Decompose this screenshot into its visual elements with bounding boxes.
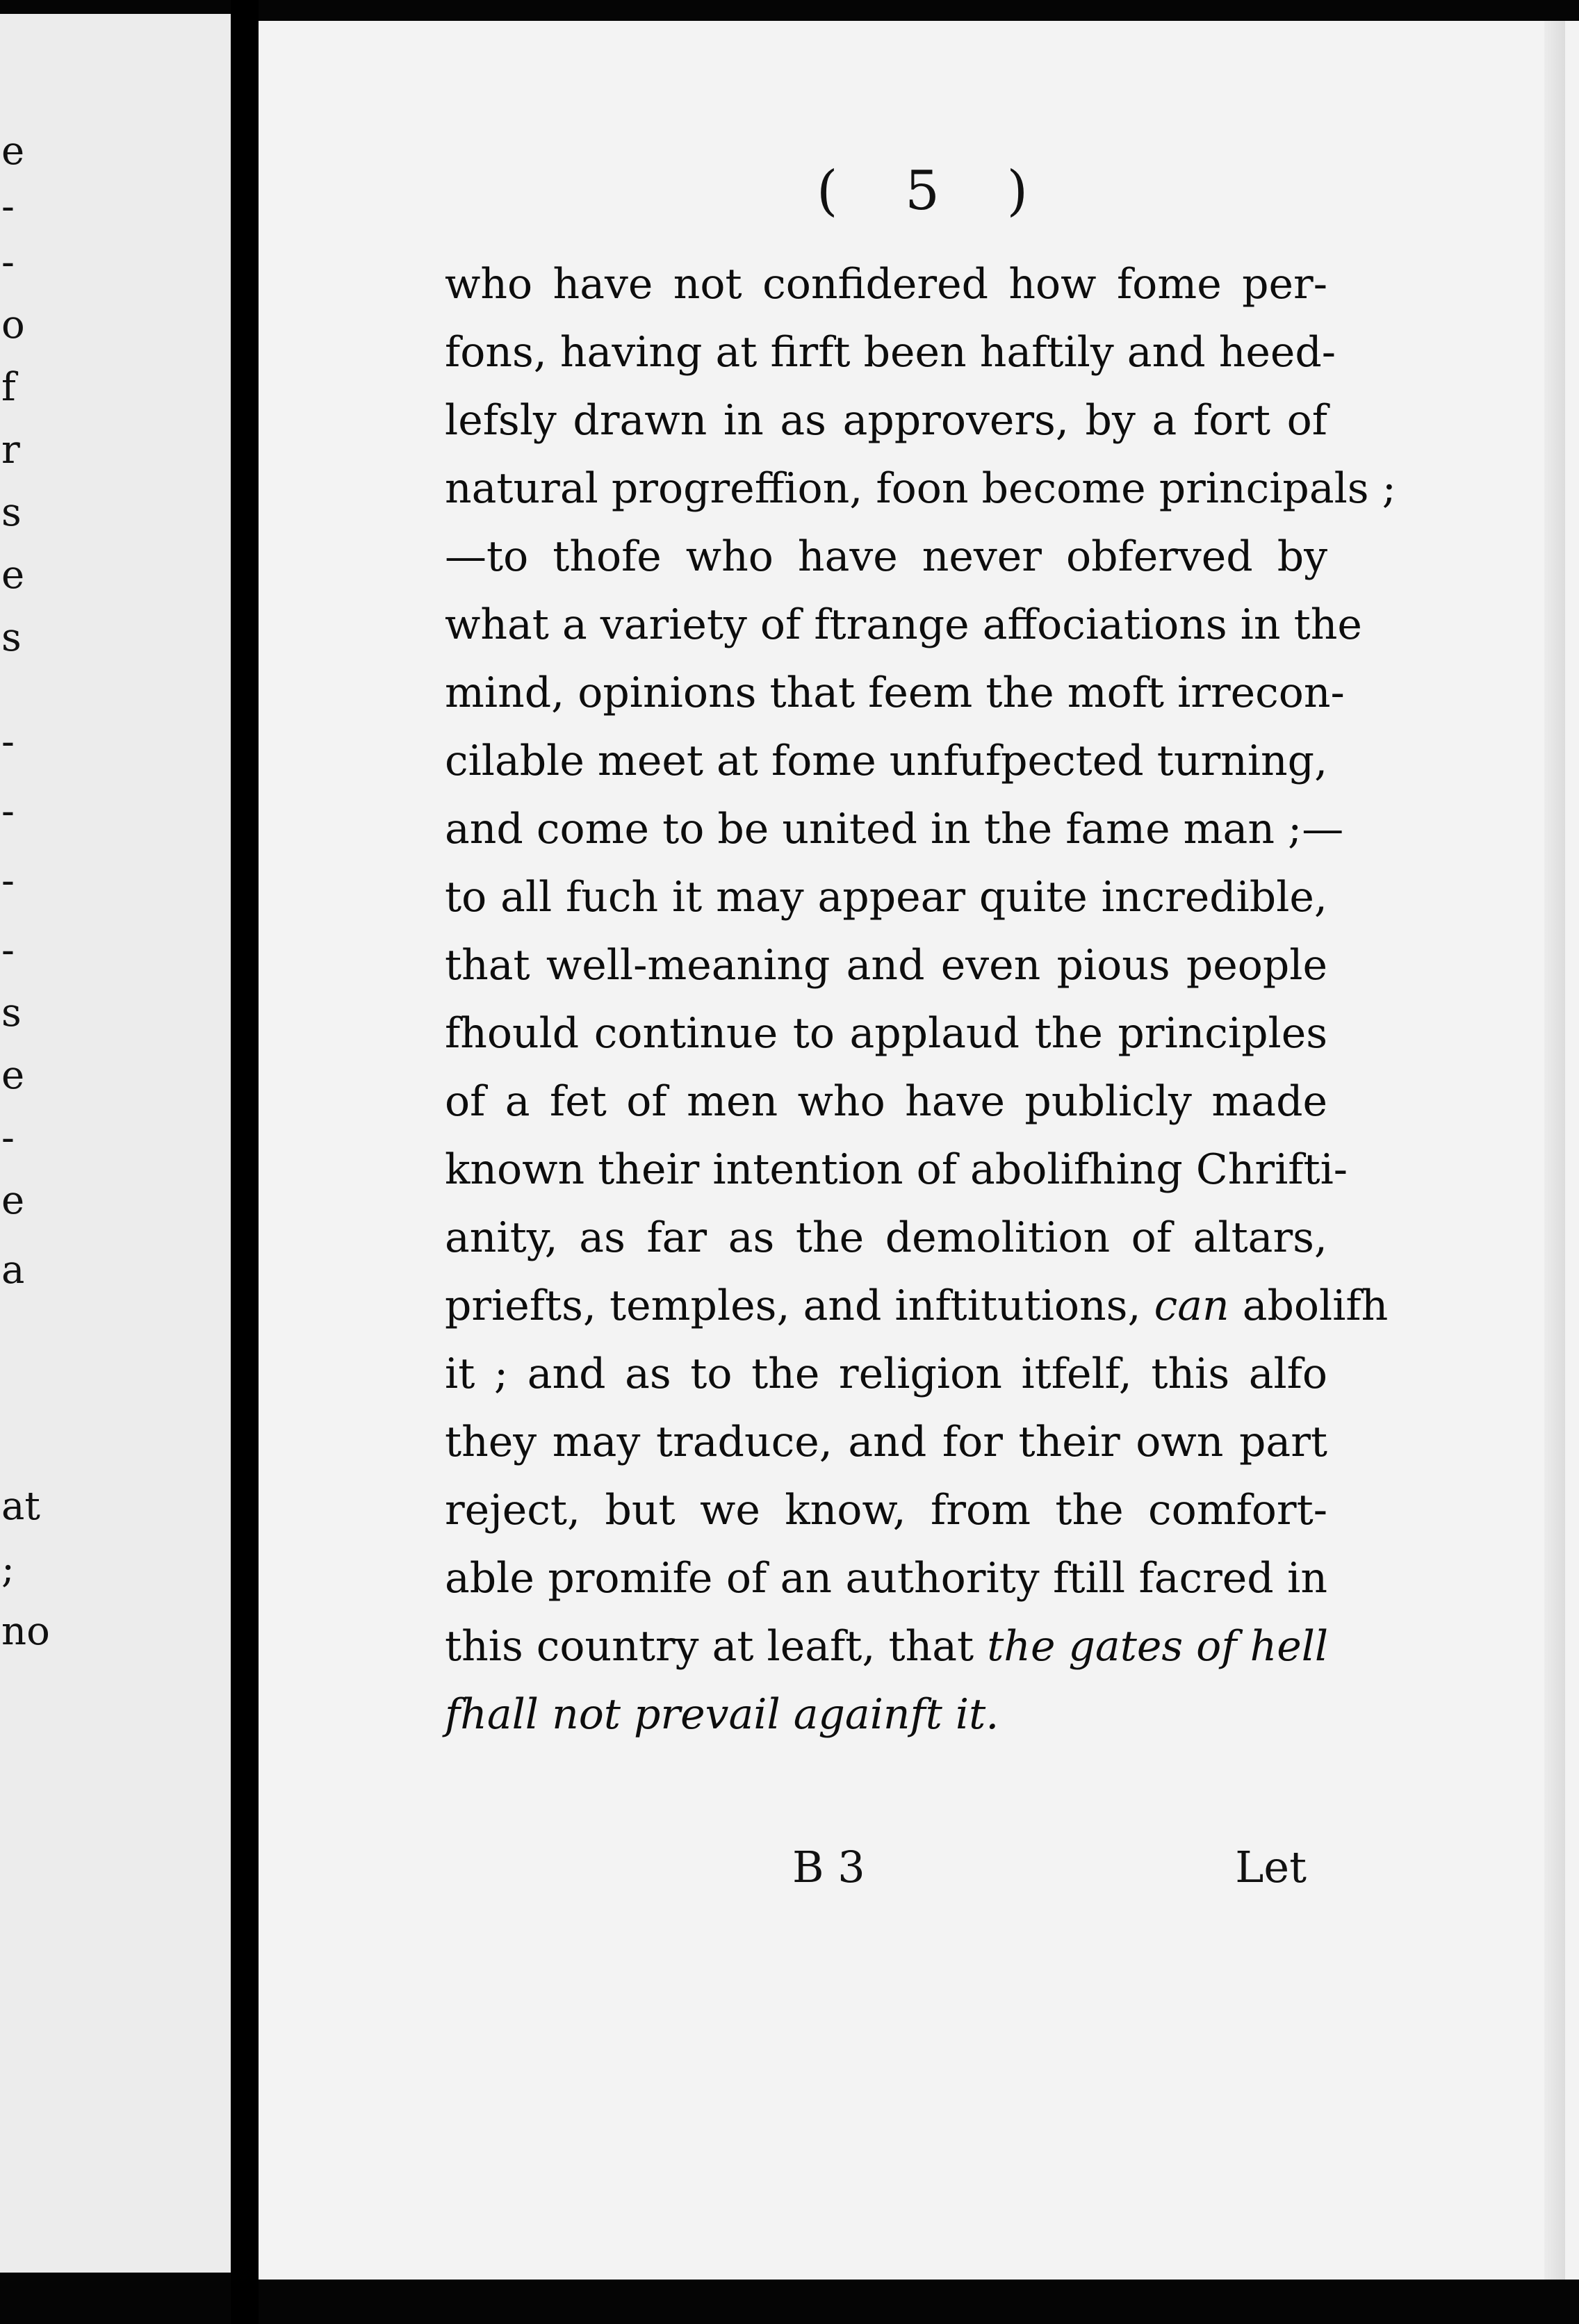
italic-text: can (1154, 1282, 1229, 1330)
binding-gutter (231, 0, 259, 2324)
text-line: fons, having at firft been haftily and heed- (445, 328, 1336, 377)
text-line: that well-meaning and even pious people (445, 941, 1327, 990)
text-line: cilable meet at fome unfufpected turning, (445, 737, 1328, 785)
text-line: fhould continue to applaud the principles (445, 1009, 1327, 1058)
text-line (445, 1612, 1327, 1680)
edge-char: - (1, 240, 15, 285)
text-line: natural progreffion, foon become principals ; (445, 464, 1396, 513)
edge-char: - (1, 858, 15, 903)
text-line: it ; and as to the religion itfelf, this alfo (445, 1350, 1327, 1398)
edge-char: o (1, 302, 25, 347)
text-line: they may traduce, and for their own part (445, 1418, 1327, 1466)
edge-char: - (1, 789, 15, 834)
text-line: and come to be united in the fame man ;— (445, 805, 1344, 853)
text-line: who have not confidered how fome per- (445, 260, 1327, 309)
text-line: of a fet of men who have publicly made (445, 1077, 1327, 1126)
text-line: what a variety of ftrange affociations in the (445, 600, 1362, 649)
edge-char: f (1, 365, 16, 410)
text-line (445, 1272, 1389, 1340)
left-page-edge-text (0, 14, 50, 2273)
signature-mark: B 3 (792, 1842, 865, 1892)
edge-char: e (1, 129, 25, 174)
text-line: to all fuch it may appear quite incredible, (445, 873, 1327, 922)
page-number: ( 5 ) (817, 160, 1054, 222)
edge-char: e (1, 1178, 25, 1223)
text-line-last: fhall not prevail againft it. (445, 1690, 999, 1739)
left-page-fragment (0, 14, 231, 2273)
text-line: able promife of an authority ftill facred in (445, 1554, 1327, 1603)
edge-char: - (1, 1115, 15, 1161)
edge-char: - (1, 184, 15, 229)
text-segment: this country at leaft, that (445, 1622, 974, 1671)
text-line: mind, opinions that feem the moft irrecon- (445, 669, 1345, 717)
italic-text: the gates of hell (987, 1622, 1329, 1671)
body-text (445, 250, 1396, 1749)
edge-char: s (1, 490, 22, 535)
edge-char: at (1, 1484, 40, 1529)
text-line: —to thofe who have never obferved by (445, 532, 1327, 581)
edge-char: e (1, 553, 25, 598)
edge-char: - (1, 928, 15, 973)
edge-char: e (1, 1053, 25, 1098)
page-footer (445, 1842, 1307, 1911)
edge-char: s (1, 990, 22, 1036)
text-line: lefsly drawn in as approvers, by a fort of (445, 396, 1327, 445)
edge-char: no (1, 1609, 50, 1654)
edge-char: - (1, 719, 15, 764)
text-line: anity, as far as the demolition of altars, (445, 1213, 1327, 1262)
page-edge-shadow (1544, 21, 1565, 2280)
text-line: reject, but we know, from the comfort- (445, 1486, 1327, 1535)
text-segment: priefts, temples, and inftitutions, (445, 1282, 1141, 1330)
text-segment: abolifh (1242, 1282, 1389, 1330)
edge-char: r (1, 427, 20, 473)
edge-char: s (1, 615, 22, 660)
edge-char: ; (1, 1546, 15, 1591)
catchword: Let (1235, 1842, 1307, 1892)
edge-char: a (1, 1247, 25, 1293)
text-line: known their intention of abolifhing Chrifti- (445, 1145, 1348, 1194)
